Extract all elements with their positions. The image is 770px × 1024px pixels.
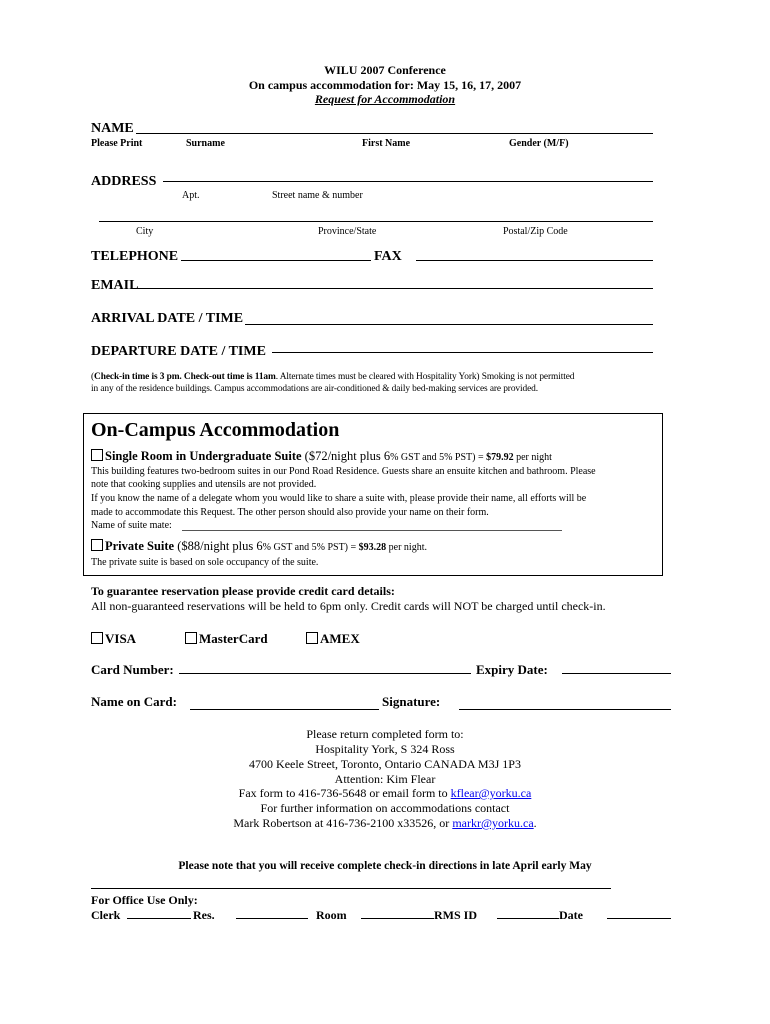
fax-label: FAX bbox=[374, 249, 402, 264]
postal-label: Postal/Zip Code bbox=[503, 226, 568, 237]
return-line-2: Hospitality York, S 324 Ross bbox=[315, 742, 455, 756]
date-label: Date bbox=[559, 908, 583, 922]
office-divider bbox=[91, 888, 611, 889]
visa-checkbox[interactable] bbox=[91, 632, 103, 644]
form-title: Request for Accommodation bbox=[314, 92, 456, 106]
return-line-7: Mark Robertson at 416-736-2100 x33526, or markr@yorku.ca. bbox=[233, 816, 537, 830]
mastercard-checkbox[interactable] bbox=[185, 632, 197, 644]
rms-id-label: RMS ID bbox=[434, 908, 478, 922]
gender-label: Gender (M/F) bbox=[509, 138, 569, 149]
suite-mate-label: Name of suite mate: bbox=[91, 520, 172, 531]
clerk-field[interactable] bbox=[127, 918, 191, 919]
fax-field[interactable] bbox=[416, 260, 653, 261]
clerk-label: Clerk bbox=[91, 908, 121, 922]
single-room-checkbox[interactable] bbox=[91, 449, 103, 461]
departure-label: DEPARTURE DATE / TIME bbox=[91, 344, 266, 359]
room-label: Room bbox=[316, 908, 347, 922]
please-print-label: Please Print bbox=[91, 138, 143, 149]
checkin-note-line2: in any of the residence buildings. Campus accommodations are air-conditioned & daily bed-making services are provided. bbox=[91, 384, 538, 394]
return-line-3: 4700 Keele Street, Toronto, Ontario CANADA M3J 1P3 bbox=[249, 757, 521, 771]
street-label: Street name & number bbox=[272, 190, 363, 201]
office-heading: For Office Use Only: bbox=[91, 893, 198, 907]
checkin-note-line1: (Check-in time is 3 pm. Check-out time is 11am. Alternate times must be cleared with Hospitality York) Smoking is not permitted bbox=[91, 372, 575, 382]
guarantee-heading: To guarantee reservation please provide credit card details: bbox=[91, 584, 395, 598]
expiry-label: Expiry Date: bbox=[476, 662, 548, 677]
return-line-6: For further information on accommodations contact bbox=[260, 801, 510, 815]
name-on-card-label: Name on Card: bbox=[91, 694, 177, 709]
surname-label: Surname bbox=[186, 138, 225, 149]
first-name-label: First Name bbox=[362, 138, 411, 149]
rms-id-field[interactable] bbox=[497, 918, 559, 919]
card-number-field[interactable] bbox=[179, 673, 471, 674]
address-line-1[interactable] bbox=[163, 181, 653, 182]
res-label: Res. bbox=[193, 908, 215, 922]
guarantee-note: All non-guaranteed reservations will be held to 6pm only. Credit cards will NOT be charged until check-in. bbox=[91, 599, 606, 613]
arrival-field[interactable] bbox=[245, 324, 653, 325]
room-field[interactable] bbox=[361, 918, 434, 919]
apt-label: Apt. bbox=[182, 190, 200, 201]
return-line-4: Attention: Kim Flear bbox=[334, 772, 436, 786]
single-room-option[interactable]: Single Room in Undergraduate Suite ($72/night plus 6% GST and 5% PST) = $79.92 per night bbox=[91, 449, 552, 464]
address-line-2[interactable] bbox=[99, 221, 653, 222]
email-link-kflear[interactable]: kflear@yorku.ca bbox=[450, 786, 532, 800]
departure-field[interactable] bbox=[272, 352, 653, 353]
signature-field[interactable] bbox=[459, 709, 671, 710]
visa-option[interactable]: VISA bbox=[91, 631, 136, 647]
conference-title: WILU 2007 Conference bbox=[324, 63, 446, 77]
suite-mate-field[interactable] bbox=[182, 530, 562, 531]
amex-checkbox[interactable] bbox=[306, 632, 318, 644]
arrival-label: ARRIVAL DATE / TIME bbox=[91, 311, 244, 326]
name-on-card-field[interactable] bbox=[190, 709, 379, 710]
province-label: Province/State bbox=[318, 226, 377, 237]
address-label: ADDRESS bbox=[91, 174, 157, 189]
telephone-field[interactable] bbox=[181, 260, 371, 261]
single-desc-2: note that cooking supplies and utensils are not provided. bbox=[91, 479, 317, 490]
email-field[interactable] bbox=[131, 288, 653, 289]
oncampus-heading: On-Campus Accommodation bbox=[91, 419, 340, 441]
card-number-label: Card Number: bbox=[91, 662, 174, 677]
signature-label: Signature: bbox=[382, 694, 441, 709]
single-desc-1: This building features two-bedroom suites in our Pond Road Residence. Guests share an ensuite kitchen and bathroom. Please bbox=[91, 466, 596, 477]
return-line-5: Fax form to 416-736-5648 or email form to kflear@yorku.ca bbox=[238, 786, 532, 800]
mastercard-option[interactable]: MasterCard bbox=[185, 631, 268, 647]
expiry-field[interactable] bbox=[562, 673, 671, 674]
conference-subtitle: On campus accommodation for: May 15, 16, 17, 2007 bbox=[248, 78, 522, 92]
name-field[interactable] bbox=[136, 133, 653, 134]
single-desc-3: If you know the name of a delegate whom you would like to share a suite with, please provide their name, all efforts will be bbox=[91, 493, 587, 504]
single-desc-4: made to accommodate this Request. The other person should also provide your name on their form. bbox=[91, 507, 489, 518]
city-label: City bbox=[136, 226, 154, 237]
return-line-1: Please return completed form to: bbox=[306, 727, 464, 741]
name-label: NAME bbox=[91, 121, 134, 136]
email-label: EMAIL bbox=[91, 278, 139, 293]
telephone-label: TELEPHONE bbox=[91, 249, 179, 264]
email-link-markr[interactable]: markr@yorku.ca bbox=[452, 816, 534, 830]
date-field[interactable] bbox=[607, 918, 671, 919]
private-suite-checkbox[interactable] bbox=[91, 539, 103, 551]
amex-option[interactable]: AMEX bbox=[306, 631, 360, 647]
private-suite-option[interactable]: Private Suite ($88/night plus 6% GST and 5% PST) = $93.28 per night. bbox=[91, 539, 427, 554]
checkin-directions-notice: Please note that you will receive complete check-in directions in late April early May bbox=[178, 860, 592, 872]
private-desc: The private suite is based on sole occupancy of the suite. bbox=[91, 557, 319, 568]
res-field[interactable] bbox=[236, 918, 308, 919]
